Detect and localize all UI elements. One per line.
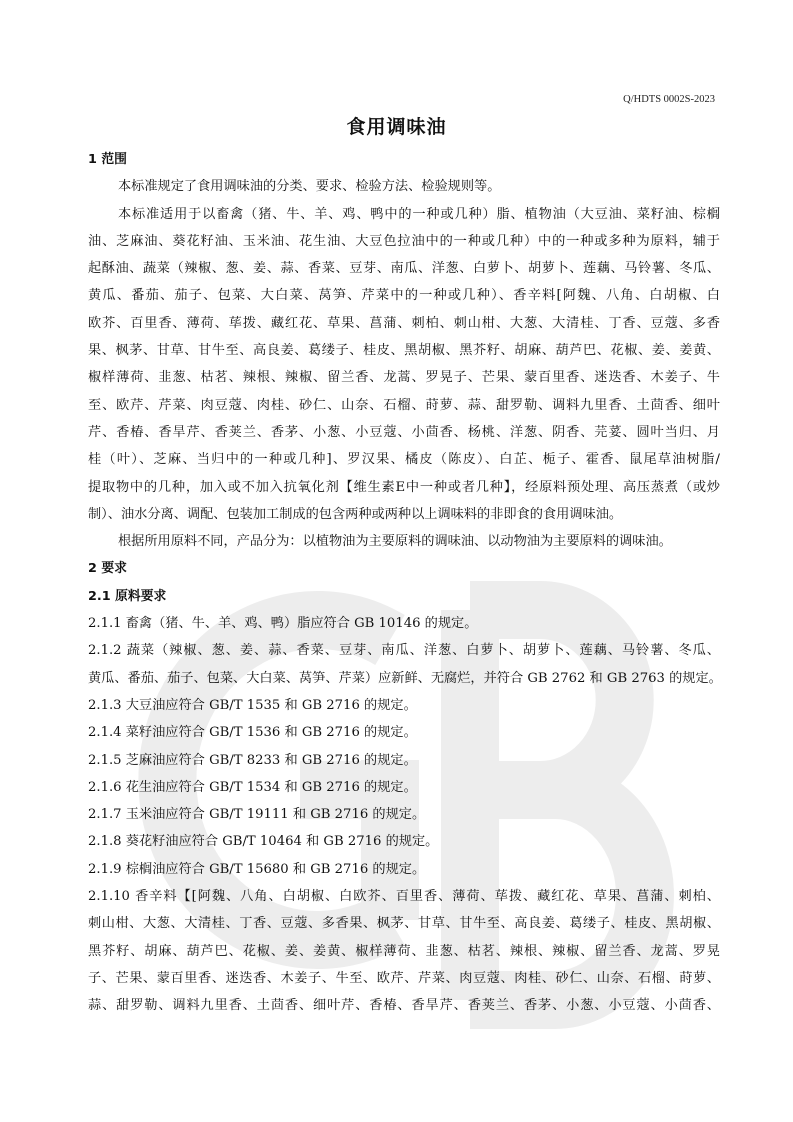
- body-line: 2.1.7 玉米油应符合 GB/T 19111 和 GB 2716 的规定。: [88, 807, 426, 823]
- body-line: 2.1.5 芝麻油应符合 GB/T 8233 和 GB 2716 的规定。: [88, 752, 417, 768]
- document-code: Q/HDTS 0002S-2023: [623, 94, 715, 105]
- section-heading: 2 要求: [88, 561, 127, 577]
- body-line: 刺山柑、大葱、大清桂、丁香、豆蔻、多香果、枫茅、甘草、甘牛至、高良姜、葛缕子、桂皮、黑胡椒、: [88, 916, 720, 932]
- body-line: 2.1.10 香辛料【[阿魏、八角、白胡椒、白欧芥、百里香、薄荷、荜拨、藏红花、草果、菖蒲、刺柏、: [88, 889, 720, 905]
- body-line: 子、芒果、蒙百里香、迷迭香、木姜子、牛至、欧芹、芹菜、肉豆蔻、肉桂、砂仁、山奈、石榴、莳萝、: [88, 970, 720, 986]
- section-heading: 1 范围: [88, 152, 127, 167]
- body-line: 2.1.6 花生油应符合 GB/T 1534 和 GB 2716 的规定。: [88, 779, 417, 795]
- body-line: 提取物中的几种，加入或不加入抗氧化剂【维生素E中一种或者几种】，经原料预处理、高压蒸煮（或炒: [88, 479, 720, 495]
- body-line: 2.1.9 棕榈油应符合 GB/T 15680 和 GB 2716 的规定。: [88, 861, 426, 877]
- body-line: 桂（叶）、芝麻、当归中的一种或几种]、罗汉果、橘皮（陈皮）、白芷、栀子、霍香、鼠尾草油树脂/: [88, 452, 720, 468]
- body-line: 至、欧芹、芹菜、肉豆蔻、肉桂、砂仁、山奈、石榴、莳萝、蒜、甜罗勒、调料九里香、土茴香、细叶: [88, 397, 720, 413]
- body-line: 2.1.3 大豆油应符合 GB/T 1535 和 GB 2716 的规定。: [88, 697, 417, 713]
- body-line: 2.1.4 菜籽油应符合 GB/T 1536 和 GB 2716 的规定。: [88, 725, 417, 741]
- body-line: 黄瓜、番茄、茄子、包菜、大白菜、莴笋、芹菜）应新鲜、无腐烂，并符合 GB 2762 和 GB 2763 的规定。: [88, 670, 722, 686]
- body-line: 2.1.8 葵花籽油应符合 GB/T 10464 和 GB 2716 的规定。: [88, 834, 439, 850]
- body-line: 果、枫茅、甘草、甘牛至、高良姜、葛缕子、桂皮、黑胡椒、黑芥籽、胡麻、葫芦巴、花椒、姜、姜黄、: [88, 343, 720, 359]
- body-line: 本标准规定了食用调味油的分类、要求、检验方法、检验规则等。: [118, 179, 501, 195]
- body-line: 蒜、甜罗勒、调料九里香、土茴香、细叶芹、香椿、香旱芹、香荚兰、香茅、小葱、小豆蔻、小茴香、: [88, 998, 720, 1014]
- body-line: 芹、香椿、香旱芹、香荚兰、香茅、小葱、小豆蔻、小茴香、杨桃、洋葱、阴香、芫荽、圆叶当归、月: [88, 424, 720, 440]
- body-line: 制）、油水分离、调配、包装加工制成的包含两种或两种以上调味料的非即食的食用调味油。: [88, 506, 623, 522]
- body-line: 欧芥、百里香、薄荷、荜拨、藏红花、草果、菖蒲、刺柏、刺山柑、大葱、大清桂、丁香、豆蔻、多香: [88, 315, 720, 331]
- body-line: 2.1.2 蔬菜（辣椒、葱、姜、蒜、香菜、豆芽、南瓜、洋葱、白萝卜、胡萝卜、莲藕、马铃薯、冬瓜、: [88, 643, 720, 659]
- document-title: 食用调味油: [346, 116, 447, 138]
- body-line: 根据所用原料不同，产品分为：以植物油为主要原料的调味油、以动物油为主要原料的调味油。: [118, 534, 672, 550]
- body-line: 本标准适用于以畜禽（猪、牛、羊、鸡、鸭中的一种或几种）脂、植物油（大豆油、菜籽油、棕榈: [118, 206, 720, 222]
- document-body: [88, 146, 720, 1020]
- section-heading: 2.1 原料要求: [88, 588, 167, 604]
- body-line: 2.1.1 畜禽（猪、牛、羊、鸡、鸭）脂应符合 GB 10146 的规定。: [88, 616, 478, 632]
- body-line: 椒样薄荷、韭葱、枯茗、辣根、辣椒、留兰香、龙蒿、罗晃子、芒果、蒙百里香、迷迭香、木姜子、牛: [88, 370, 720, 386]
- body-line: 黑芥籽、胡麻、葫芦巴、花椒、姜、姜黄、椒样薄荷、韭葱、枯茗、辣根、辣椒、留兰香、龙蒿、罗晃: [88, 943, 720, 959]
- body-line: 油、芝麻油、葵花籽油、玉米油、花生油、大豆色拉油中的一种或几种）中的一种或多种为原料，辅于: [88, 233, 720, 249]
- body-line: 起酥油、蔬菜（辣椒、葱、姜、蒜、香菜、豆芽、南瓜、洋葱、白萝卜、胡萝卜、莲藕、马铃薯、冬瓜、: [88, 261, 720, 277]
- body-line: 黄瓜、番茄、茄子、包菜、大白菜、莴笋、芹菜中的一种或几种）、香辛料[阿魏、八角、白胡椒、白: [88, 288, 720, 304]
